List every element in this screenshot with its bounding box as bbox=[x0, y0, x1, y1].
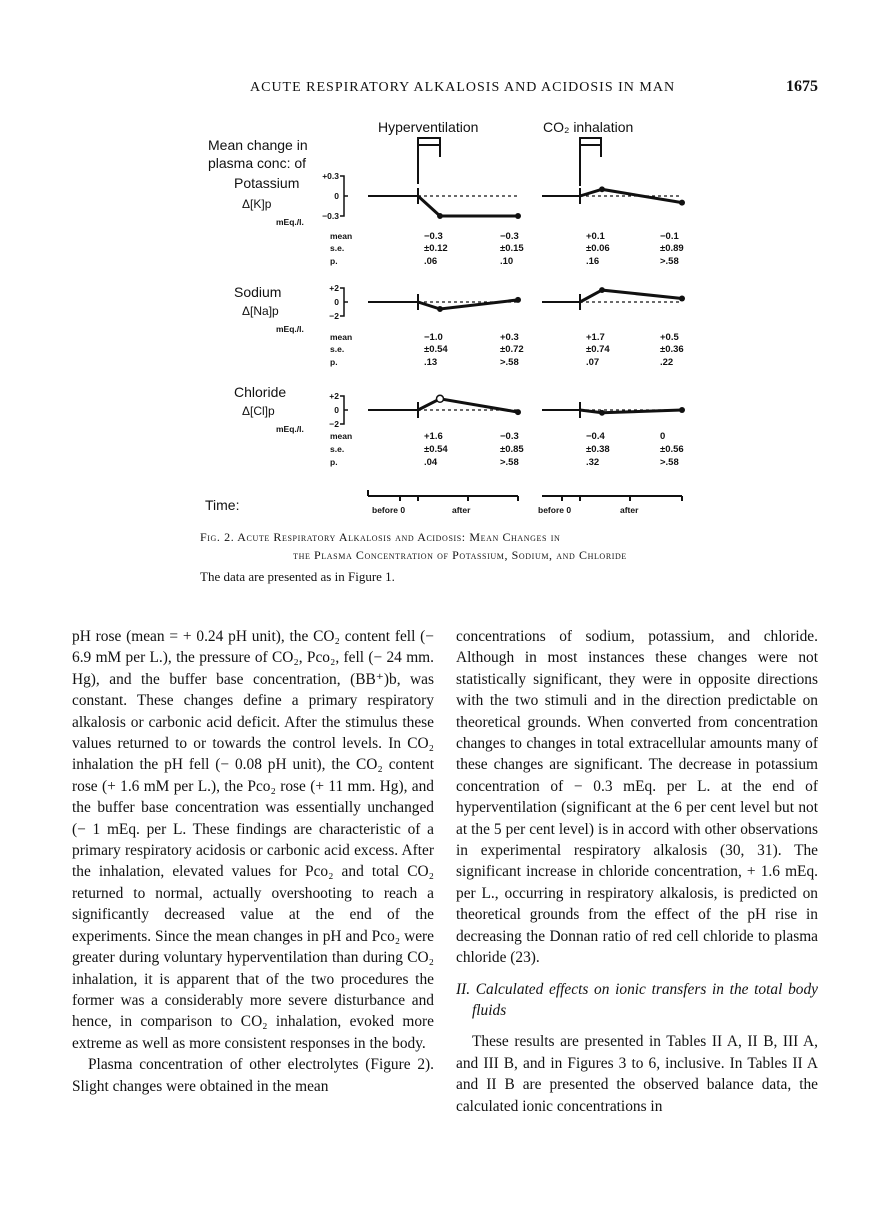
potassium-row-label-mean: mean bbox=[330, 231, 353, 241]
sodium-co2-mean-1: +0.5 bbox=[660, 332, 679, 343]
chloride-co2-p-0: .32 bbox=[586, 457, 600, 468]
sodium-co2-mean-0: +1.7 bbox=[586, 332, 605, 343]
chloride-co2-p-1: >.58 bbox=[660, 457, 679, 468]
potassium-symbol: Δ[K]p bbox=[242, 197, 272, 211]
chloride-hyper-point-end-exp bbox=[515, 409, 521, 415]
right-column bbox=[456, 626, 818, 1117]
chloride-co2-mean-0: −0.4 bbox=[586, 431, 605, 442]
potassium-tick-bottom: −0.3 bbox=[322, 211, 339, 221]
section-heading-ii: II. Calculated effects on ionic transfers in the total body fluids bbox=[456, 980, 818, 1019]
sodium-hyper-se-0: ±0.54 bbox=[424, 344, 448, 355]
chloride-co2-se-0: ±0.38 bbox=[586, 444, 610, 455]
sodium-row-label-mean: mean bbox=[330, 332, 353, 342]
sodium-co2-point-end-exp bbox=[679, 296, 685, 302]
y-title-line2: plasma conc: of bbox=[208, 155, 307, 171]
chloride-hyper-se-0: ±0.54 bbox=[424, 444, 448, 455]
sodium-symbol: Δ[Na]p bbox=[242, 304, 279, 318]
sodium-co2-p-0: .07 bbox=[586, 357, 600, 368]
potassium-hyper-mean-0: −0.3 bbox=[424, 231, 443, 242]
time-before-co2: before 0 bbox=[538, 505, 572, 515]
sodium-hyper-mean-1: +0.3 bbox=[500, 332, 519, 343]
panels bbox=[234, 171, 685, 468]
group-title-co2-inhalation: CO₂ inhalation bbox=[543, 119, 634, 135]
chloride-co2-point-end-stim bbox=[600, 411, 604, 415]
chloride-hyper-p-0: .04 bbox=[424, 457, 438, 468]
caption-line2: the Plasma Concentration of Potassium, Sodium, and Chloride bbox=[293, 548, 627, 562]
sodium-hyper-p-0: .13 bbox=[424, 357, 438, 368]
potassium-co2-mean-0: +0.1 bbox=[586, 231, 605, 242]
potassium-co2-p-1: >.58 bbox=[660, 256, 679, 267]
sodium-hyper-p-1: >.58 bbox=[500, 357, 519, 368]
potassium-co2-mean-1: −0.1 bbox=[660, 231, 679, 242]
chloride-label: Chloride bbox=[234, 384, 287, 400]
potassium-tick-top: +0.3 bbox=[322, 171, 339, 181]
potassium-hyper-se-0: ±0.12 bbox=[424, 243, 448, 254]
sodium-row-label-se: s.e. bbox=[330, 344, 345, 354]
page-number: 1675 bbox=[786, 78, 818, 95]
sodium-hyper-mean-0: −1.0 bbox=[424, 332, 443, 343]
chloride-tick-mid: 0 bbox=[334, 405, 339, 415]
time-axis-co2 bbox=[542, 496, 682, 501]
sodium-tick-top: +2 bbox=[329, 283, 339, 293]
sodium-scale-bracket bbox=[340, 288, 348, 316]
right-paragraph-2: These results are presented in Tables II A, II B, III A, and III B, and in Figures 3 to 6, inclusive. In Tables II A and II B are presented the observed balance data, the calculated ionic concentrations in bbox=[456, 1033, 818, 1115]
chloride-co2-point-end-exp bbox=[679, 407, 685, 413]
time-after-hyper: after bbox=[452, 505, 471, 515]
potassium-co2-point-end-stim bbox=[600, 187, 604, 191]
page-header bbox=[0, 80, 890, 104]
chloride-symbol: Δ[Cl]p bbox=[242, 404, 275, 418]
potassium-co2-se-1: ±0.89 bbox=[660, 243, 684, 254]
sodium-hyper-se-1: ±0.72 bbox=[500, 344, 524, 355]
potassium-scale-bracket bbox=[340, 176, 348, 216]
potassium-hyper-mean-1: −0.3 bbox=[500, 231, 519, 242]
chloride-hyper-mean-0: +1.6 bbox=[424, 431, 443, 442]
sodium-co2-se-0: ±0.74 bbox=[586, 344, 610, 355]
chloride-row-label-se: s.e. bbox=[330, 444, 345, 454]
group-title-hyperventilation: Hyperventilation bbox=[378, 119, 479, 135]
chloride-co2-series-line bbox=[580, 410, 682, 413]
sodium-co2-p-1: .22 bbox=[660, 357, 674, 368]
chloride-hyper-mean-1: −0.3 bbox=[500, 431, 519, 442]
chloride-hyper-point-end-stim bbox=[437, 395, 444, 402]
sodium-tick-bottom: −2 bbox=[329, 311, 339, 321]
sodium-hyper-series-line bbox=[418, 300, 518, 309]
chloride-hyper-se-1: ±0.85 bbox=[500, 444, 524, 455]
chloride-unit: mEq./l. bbox=[276, 424, 304, 434]
potassium-hyper-point-end-stim bbox=[438, 214, 442, 218]
chloride-hyper-p-1: >.58 bbox=[500, 457, 519, 468]
potassium-co2-point-end-exp bbox=[679, 200, 685, 206]
sodium-unit: mEq./l. bbox=[276, 324, 304, 334]
potassium-tick-mid: 0 bbox=[334, 191, 339, 201]
sodium-co2-point-end-stim bbox=[600, 288, 604, 292]
running-title: ACUTE RESPIRATORY ALKALOSIS AND ACIDOSIS IN MAN bbox=[250, 80, 676, 95]
sodium-co2-series-line bbox=[580, 290, 682, 302]
left-paragraph-2: Plasma concentration of other electrolytes (Figure 2). Slight changes were obtained in the mean bbox=[72, 1056, 434, 1095]
sodium-row-label-p: p. bbox=[330, 357, 338, 367]
potassium-label: Potassium bbox=[234, 175, 300, 191]
figure-caption bbox=[200, 528, 720, 586]
right-paragraph-1: concentrations of sodium, potassium, and chloride. Although in most instances these changes were not statistically significant, they were in opposite directions with the two stimuli and in the direction predictable on theoretical grounds. When converted from concentration changes to changes in total extracellular amounts many of these changes are significant. The decrease in potassium concentration of − 0.3 mEq. per L. at the end of hyperventilation (significant at the 6 per cent level but not at the 5 per cent level) is in accord with other observations in experimental respiratory alkalosis (30, 31). The significant increase in chloride concentration, + 1.6 mEq. per L., occurring in respiratory alkalosis, is predicted on theoretical grounds from the effect of the pH rise in decreasing the Donnan ratio of red cell chloride to plasma chloride (23). bbox=[456, 628, 818, 967]
hyper-stimulus-bracket bbox=[418, 138, 440, 184]
potassium-hyper-p-1: .10 bbox=[500, 256, 514, 267]
caption-line1: Fig. 2. Acute Respiratory Alkalosis and Acidosis: Mean Changes in bbox=[200, 530, 561, 544]
left-column bbox=[72, 626, 434, 1097]
sodium-label: Sodium bbox=[234, 284, 282, 300]
left-paragraph-1: pH rose (mean = + 0.24 pH unit), the CO₂ content fell (− 6.9 mM per L.), the pressure of CO₂, Pco₂, fell (− 24 mm. Hg), and the buffer base concentration, (BB⁺)b, was constant. These changes define a primary respiratory alkalosis or carbonic acid deficit. After the stimulus these values returned to or towards the control levels. In CO₂ inhalation the pH fell (− 0.08 pH unit), the CO₂ content rose (+ 1.6 mM per L.), the Pco₂ rose (+ 11 mm. Hg), and the buffer base concentration was essentially unchanged (− 1 mEq. per L. These findings are characteristic of a primary respiratory acidosis or carbonic acid excess. After the inhalation, elevated values for Pco₂ and total CO₂ returned to normal, actually overshooting to reach a significantly decreased value at the end of the experiments. Since the mean changes in pH and Pco₂ were greater during voluntary hyperventilation than during CO₂ inhalation, it is apparent that of the two procedures the former was a considerably more severe disturbance and hence, in comparison to CO₂ inhalation, evoked more extreme as well as more consistent responses in the body. bbox=[72, 628, 434, 1052]
time-before-hyper: before 0 bbox=[372, 505, 406, 515]
co2-stimulus-bracket bbox=[580, 138, 601, 186]
time-label: Time: bbox=[205, 497, 240, 513]
potassium-co2-p-0: .16 bbox=[586, 256, 600, 267]
potassium-hyper-p-0: .06 bbox=[424, 256, 438, 267]
potassium-row-label-se: s.e. bbox=[330, 243, 345, 253]
chloride-scale-bracket bbox=[340, 396, 348, 424]
chloride-tick-top: +2 bbox=[329, 391, 339, 401]
time-axis-hyper bbox=[368, 490, 518, 501]
y-title-line1: Mean change in bbox=[208, 137, 308, 153]
sodium-co2-se-1: ±0.36 bbox=[660, 344, 684, 355]
potassium-co2-se-0: ±0.06 bbox=[586, 243, 610, 254]
time-after-co2: after bbox=[620, 505, 639, 515]
caption-note: The data are presented as in Figure 1. bbox=[200, 569, 395, 584]
chloride-row-label-p: p. bbox=[330, 457, 338, 467]
chloride-co2-se-1: ±0.56 bbox=[660, 444, 684, 455]
potassium-hyper-se-1: ±0.15 bbox=[500, 243, 524, 254]
potassium-unit: mEq./l. bbox=[276, 217, 304, 227]
figure-2-chart bbox=[200, 112, 720, 522]
chloride-tick-bottom: −2 bbox=[329, 419, 339, 429]
sodium-hyper-point-end-stim bbox=[438, 307, 442, 311]
potassium-row-label-p: p. bbox=[330, 256, 338, 266]
potassium-hyper-series-line bbox=[418, 196, 518, 216]
chloride-co2-mean-1: 0 bbox=[660, 431, 666, 442]
potassium-hyper-point-end-exp bbox=[515, 213, 521, 219]
sodium-tick-mid: 0 bbox=[334, 297, 339, 307]
sodium-hyper-point-end-exp bbox=[515, 297, 521, 303]
chloride-row-label-mean: mean bbox=[330, 431, 353, 441]
